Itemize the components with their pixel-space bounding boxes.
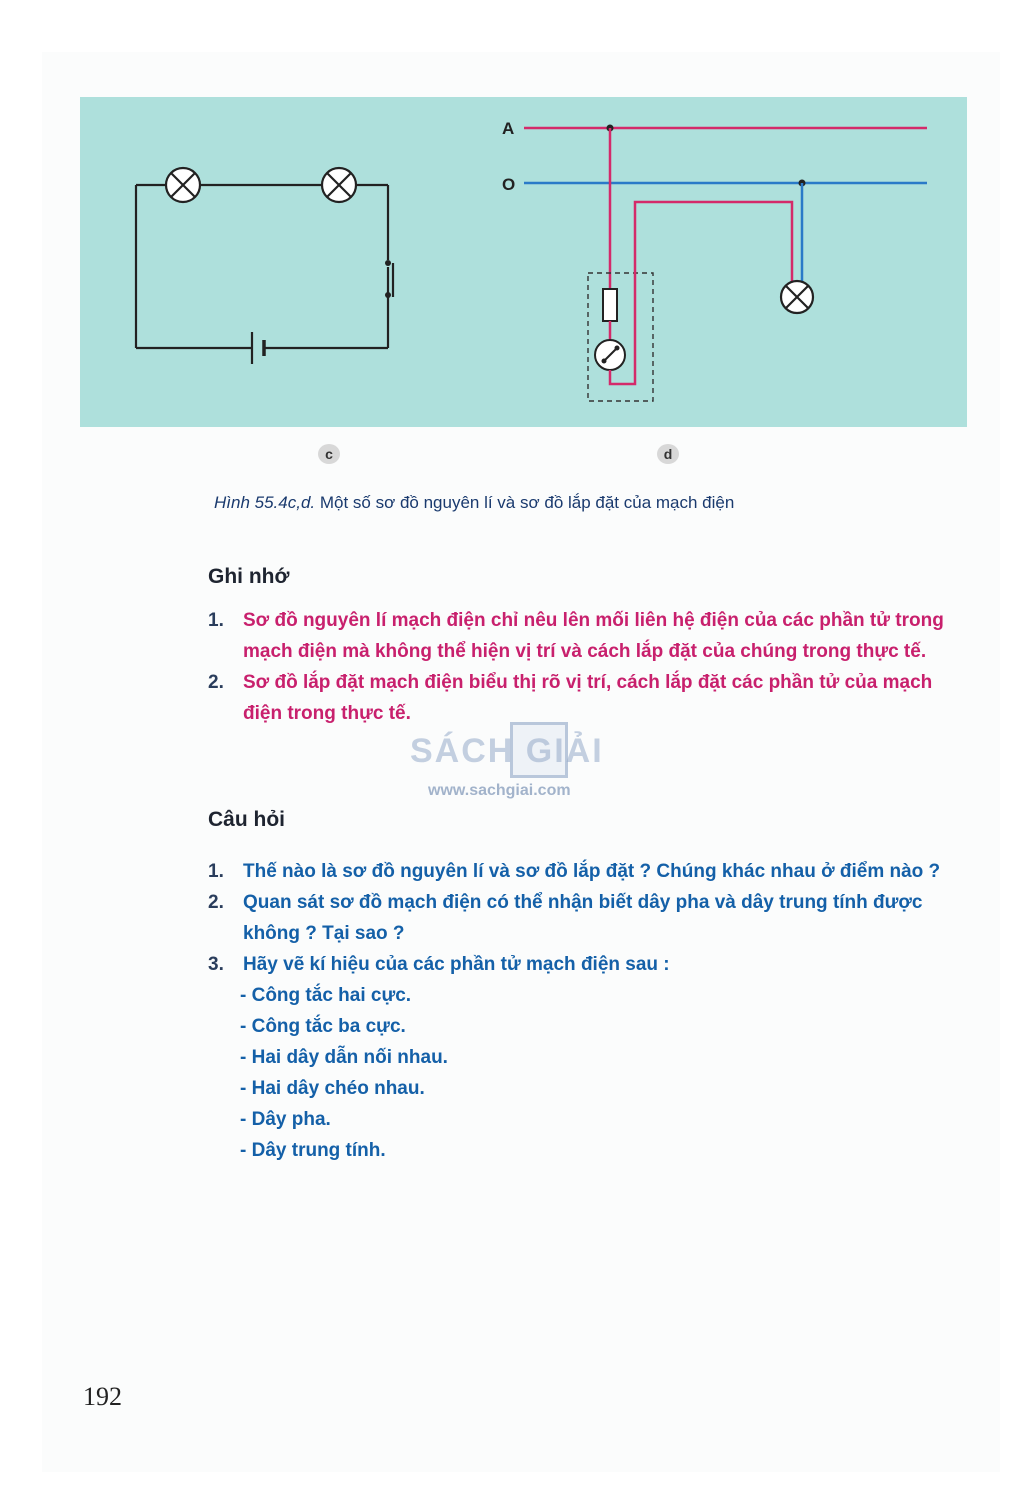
installation-diagram-d [524, 125, 927, 402]
watermark-logo [410, 722, 620, 778]
sub-list-item: - Công tắc ba cực. [240, 1016, 406, 1037]
switch-box-outline [588, 273, 653, 401]
list-item [208, 667, 970, 729]
item-text: Hãy vẽ kí hiệu của các phần tử mạch điện sau : [243, 954, 670, 975]
wire-label-a: A [502, 119, 515, 138]
item-number: 3. [208, 954, 224, 975]
lamp-icon [322, 168, 356, 202]
item-number: 1. [208, 610, 224, 631]
list-item [208, 887, 970, 949]
item-number: 1. [208, 861, 224, 882]
fuse-icon [603, 289, 617, 321]
figure-label-c: c [318, 444, 340, 464]
sub-list-item: - Dây pha. [240, 1109, 331, 1130]
watermark-text: SÁCH GIẢI [410, 732, 604, 770]
list-item [208, 949, 970, 1166]
item-number: 2. [208, 892, 224, 913]
lamp-icon [781, 281, 813, 313]
watermark-url: www.sachgiai.com [428, 782, 571, 799]
sub-list [240, 980, 970, 1166]
questions-list [208, 856, 970, 1166]
figure-caption-text: Một số sơ đồ nguyên lí và sơ đồ lắp đặt của mạch điện [315, 493, 735, 512]
remember-list [208, 605, 970, 729]
sub-list-item: - Công tắc hai cực. [240, 985, 412, 1006]
figure-reference: Hình 55.4c,d. [214, 493, 316, 512]
wire-label-o: O [502, 175, 516, 194]
item-text: Sơ đồ nguyên lí mạch điện chỉ nêu lên mối liên hệ điện của các phần tử trong mạch điện mà không thể hiện vị trí và cách lắp đặt của chúng trong thực tế. [243, 610, 944, 662]
principle-diagram-c [136, 168, 393, 364]
lamp-icon [166, 168, 200, 202]
item-number: 2. [208, 672, 224, 693]
sub-list-item: - Hai dây chéo nhau. [240, 1078, 425, 1099]
remember-title: Ghi nhớ [208, 565, 290, 588]
list-item [208, 605, 970, 667]
figure-label-d: d [657, 444, 679, 464]
item-text: Quan sát sơ đồ mạch điện có thể nhận biết dây pha và dây trung tính được không ? Tại sao ? [243, 892, 923, 944]
sub-list-item: - Hai dây dẫn nối nhau. [240, 1047, 448, 1068]
item-text: Sơ đồ lắp đặt mạch điện biểu thị rõ vị trí, cách lắp đặt các phần tử của mạch điện trong thực tế. [243, 672, 933, 724]
item-text: Thế nào là sơ đồ nguyên lí và sơ đồ lắp đặt ? Chúng khác nhau ở điểm nào ? [243, 861, 941, 882]
questions-title: Câu hỏi [208, 808, 285, 831]
page-number: 192 [83, 1382, 122, 1411]
switch-icon [595, 340, 625, 370]
circuit-diagrams [80, 97, 967, 427]
figure-caption [214, 493, 914, 513]
sub-list-item: - Dây trung tính. [240, 1140, 386, 1161]
circuit-figure-panel [80, 97, 967, 427]
list-item [208, 856, 970, 887]
